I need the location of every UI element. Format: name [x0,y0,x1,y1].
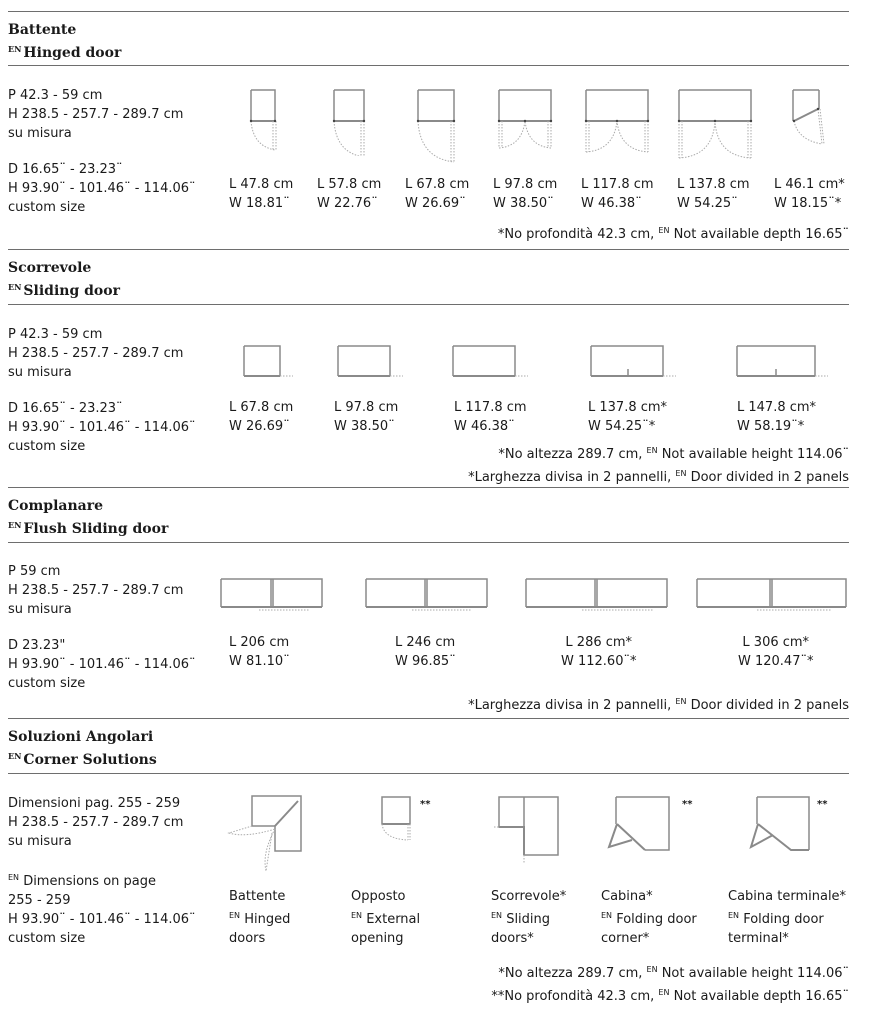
section-heading-flush [8,497,168,539]
spec-line: P 59 cm [8,564,61,579]
spec-line: su misura [8,365,72,380]
spec-line: H 238.5 - 257.7 - 289.7 cm [8,583,184,598]
spec-line: P 42.3 - 59 cm [8,327,103,342]
spec-line: H 238.5 - 257.7 - 289.7 cm [8,815,184,830]
sliding-size-4: L 137.8 cm* W 54.25¨* [588,400,668,434]
corner-cabin-terminal-drawing [747,795,813,865]
en-tag: EN [8,44,22,54]
hinged-size-2: L 57.8 cm W 22.76¨ [317,177,382,211]
heading-en: Flush Sliding door [23,521,169,537]
footnote: *Larghezza divisa in 2 pannelli, $^{EN}$ Door divided in 2 panels [468,697,849,713]
spec-line: H 238.5 - 257.7 - 289.7 cm [8,346,184,361]
corner-label-2: Opposto $^{EN}$ External opening [351,889,421,946]
en-tag: EN [8,282,22,292]
corner-label-4: Cabina* $^{EN}$ Folding door corner* [601,889,697,946]
hinged-size-5: L 117.8 cm W 46.38¨ [581,177,654,211]
heading-en: Sliding door [23,283,120,299]
hinged-door-drawing-1 [245,88,285,156]
en-tag: EN [8,520,22,530]
section-rule [8,249,849,250]
heading-it: Battente [8,22,77,38]
heading-it: Soluzioni Angolari [8,729,154,745]
sliding-door-drawing-1 [243,343,295,379]
flush-door-drawing-2 [364,577,490,613]
spec-line: D 23.23" [8,638,66,653]
corner-sliding-drawing [492,795,560,865]
spec-line: D 16.65¨ - 23.23¨ [8,401,123,416]
hinged-size-6: L 137.8 cm W 54.25¨ [677,177,750,211]
hinged-size-7: L 46.1 cm* W 18.15¨* [774,177,845,211]
spec-line: custom size [8,439,86,454]
corner-mark-5: ** [817,799,828,810]
spec-line: $^{EN}$ Dimensions on page [8,873,156,889]
sliding-door-drawing-2 [337,343,405,379]
section-rule [8,542,849,543]
section-rule [8,11,849,12]
spec-line: custom size [8,931,86,946]
corner-mark-2: ** [420,799,431,810]
hinged-door-drawing-5 [581,88,651,160]
footnote: *No altezza 289.7 cm, $^{EN}$ Not available height 114.06¨ *Larghezza divisa in 2 pannelli, $^{EN}$ Door divided in 2 panels [468,446,849,485]
section-rule [8,718,849,719]
footnote: *No altezza 289.7 cm, $^{EN}$ Not available height 114.06¨ **No profondità 42.3 cm, $^{EN}$ Not available depth 16.65¨ [491,965,849,1004]
spec-line: custom size [8,200,86,215]
corner-label-5: Cabina terminale* $^{EN}$ Folding door terminal* [728,889,847,946]
hinged-size-4: L 97.8 cm W 38.50¨ [493,177,558,211]
spec-line: su misura [8,126,72,141]
hinged-door-drawing-2 [328,88,368,156]
sliding-size-5: L 147.8 cm* W 58.19¨* [737,400,817,434]
heading-en: Corner Solutions [23,752,157,768]
section-rule [8,65,849,66]
section-rule [8,487,849,488]
flush-door-drawing-3 [524,577,670,613]
section-heading-sliding [8,259,120,301]
spec-line: Dimensioni pag. 255 - 259 [8,796,181,811]
corner-cabin-drawing [607,795,673,865]
flush-door-drawing-1 [219,577,325,613]
specs-corner [8,794,196,948]
heading-it: Scorrevole [8,260,92,276]
spec-line: H 93.90¨ - 101.46¨ - 114.06¨ [8,420,196,435]
hinged-door-drawing-4 [494,88,554,156]
heading-it: Complanare [8,498,104,514]
spec-line: custom size [8,676,86,691]
spec-line: H 93.90¨ - 101.46¨ - 114.06¨ [8,181,196,196]
spec-line: H 238.5 - 257.7 - 289.7 cm [8,107,184,122]
spec-line: 255 - 259 [8,893,71,908]
flush-size-4: L 306 cm* W 120.47¨* [738,635,814,669]
spec-line: su misura [8,602,72,617]
hinged-door-drawing-7 [790,88,826,150]
heading-en: Hinged door [23,45,122,61]
flush-size-2: L 246 cm W 96.85¨ [395,635,456,669]
section-heading-hinged [8,21,121,63]
spec-line: su misura [8,834,72,849]
corner-opposite-drawing [378,795,414,841]
corner-hinged-drawing [226,793,306,871]
hinged-size-3: L 67.8 cm W 26.69¨ [405,177,470,211]
sliding-door-drawing-3 [452,343,532,379]
spec-line: H 93.90¨ - 101.46¨ - 114.06¨ [8,657,196,672]
sliding-size-1: L 67.8 cm W 26.69¨ [229,400,294,434]
hinged-door-drawing-6 [675,88,755,164]
sliding-door-drawing-4 [590,343,678,379]
sliding-door-drawing-5 [736,343,830,379]
corner-label-1: Battente $^{EN}$ Hinged doors [229,889,291,946]
footnote: *No profondità 42.3 cm, $^{EN}$ Not available depth 16.65¨ [497,226,849,242]
spec-line: P 42.3 - 59 cm [8,88,103,103]
spec-line: D 16.65¨ - 23.23¨ [8,162,123,177]
section-heading-corner [8,728,157,770]
corner-mark-4: ** [682,799,693,810]
section-rule [8,773,849,774]
corner-label-3: Scorrevole* $^{EN}$ Sliding doors* [491,889,567,946]
sliding-size-2: L 97.8 cm W 38.50¨ [334,400,399,434]
en-tag: EN [8,751,22,761]
hinged-size-1: L 47.8 cm W 18.81¨ [229,177,294,211]
spec-line: H 93.90¨ - 101.46¨ - 114.06¨ [8,912,196,927]
hinged-door-drawing-3 [412,88,460,163]
section-rule [8,304,849,305]
specs-sliding [8,325,196,456]
flush-size-1: L 206 cm W 81.10¨ [229,635,290,669]
flush-door-drawing-4 [695,577,849,613]
specs-flush [8,562,196,693]
specs-hinged [8,86,196,217]
flush-size-3: L 286 cm* W 112.60¨* [561,635,637,669]
sliding-size-3: L 117.8 cm W 46.38¨ [454,400,527,434]
